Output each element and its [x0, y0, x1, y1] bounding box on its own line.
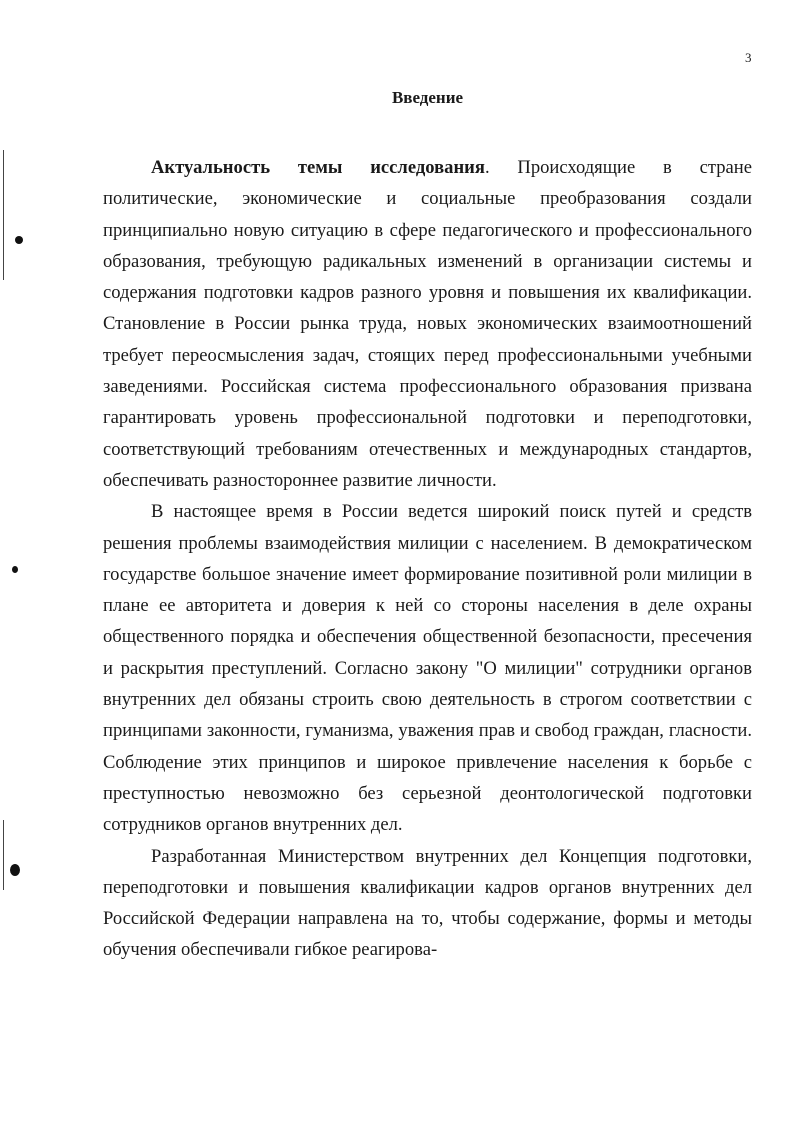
paragraph-lead-suffix: .	[484, 157, 490, 178]
margin-line-bottom	[3, 820, 4, 890]
paragraph-police-interaction: В настоящее время в России ведется широкий поиск путей и средств решения проблемы взаимодействия милиции с населением. В демократическом государстве большое значение имеет формирование позитивной роли милиции в плане ее авторитета и доверия к ней со стороны населения в деле охраны общественного порядка и обеспечения общественной безопасности, пресечения и раскрытия преступлений. Согласно закону "О милиции" сотрудники органов внутренних дел обязаны строить свою деятельность в строгом соответствии с принципами законности, гуманизма, уважения прав и свобод граждан, гласности. Соблюдение этих принципов и широкое привлечение населения к борьбе с преступностью невозможно без серьезной деонтологической подготовки сотрудников органов внутренних дел.	[103, 501, 752, 836]
page-title: Введение	[391, 88, 464, 107]
margin-speck-1	[15, 236, 23, 244]
paragraph-relevance	[103, 152, 752, 496]
paragraph-lead: Актуальность темы исследования	[151, 157, 485, 178]
paragraph-ministry-concept: Разработанная Министерством внутренних дел Концепция подготовки, переподготовки и повышения квалификации кадров органов внутренних дел Российской Федерации направлена на то, чтобы содержание, формы и методы обучения обеспечивали гибкое реагирова-	[103, 845, 752, 961]
margin-line-top	[3, 150, 4, 280]
paragraph-text: Происходящие в стране политические, экономические и социальные преобразования создали принципиально новую ситуацию в сфере педагогического и профессионального образования, требующую радикальных изменений в организации системы и содержания подготовки кадров разного уровня и повышения их квалификации. Становление в России рынка труда, новых экономических взаимоотношений требует переосмысления задач, стоящих перед профессиональными учебными заведениями. Российская система профессионального образования призвана гарантировать уровень профессиональной подготовки и переподготовки, соответствующий требованиям отечественных и международных стандартов, обеспечивать разностороннее развитие личности.	[103, 157, 752, 491]
margin-speck-2	[12, 566, 18, 573]
page-number: 3	[745, 50, 752, 65]
margin-speck-3	[10, 864, 20, 876]
document-body	[103, 152, 752, 966]
